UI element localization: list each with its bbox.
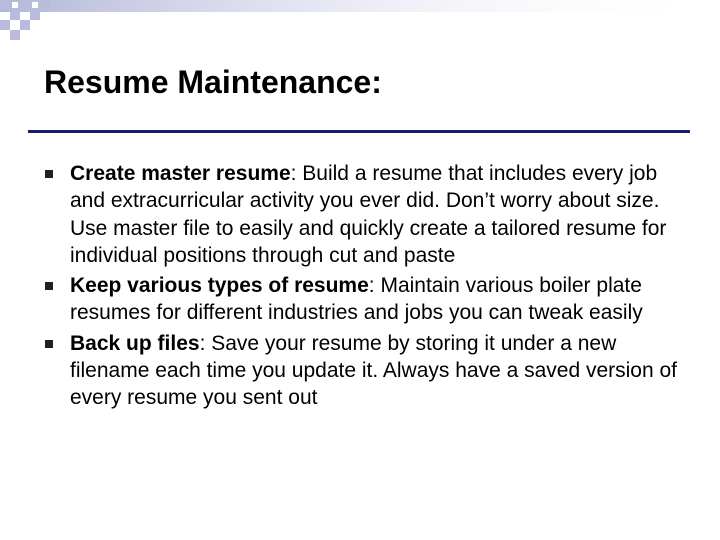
bullet-title: Back up files	[70, 331, 200, 355]
bullet-item-resume-types	[43, 272, 683, 327]
bullet-title: Keep various types of resume	[70, 274, 369, 298]
title-divider	[28, 130, 690, 133]
checker-pattern-decoration	[0, 0, 720, 60]
bullet-text: : Save your resume by storing it under a new filename each time you update it. Always have a saved version of every resume you sent out	[70, 331, 678, 410]
square-bullet-icon	[45, 340, 53, 348]
square-bullet-icon	[45, 170, 53, 178]
bullet-text: : Build a resume that includes every job and extracurricular activity you ever did. Don’t worry about size. Use master file to easily and quickly create a tailored resume for individual positions through cut and paste	[70, 162, 667, 267]
bullet-item-master-resume	[43, 160, 683, 269]
bullet-title: Create master resume	[70, 162, 291, 185]
bullet-item-back-up-files	[43, 330, 683, 412]
square-bullet-icon	[45, 282, 53, 290]
slide-title: Resume Maintenance:	[44, 64, 382, 100]
bullet-list	[43, 160, 683, 415]
bullet-text: : Maintain various boiler plate resumes for different industries and jobs you can tweak easily	[70, 274, 643, 325]
